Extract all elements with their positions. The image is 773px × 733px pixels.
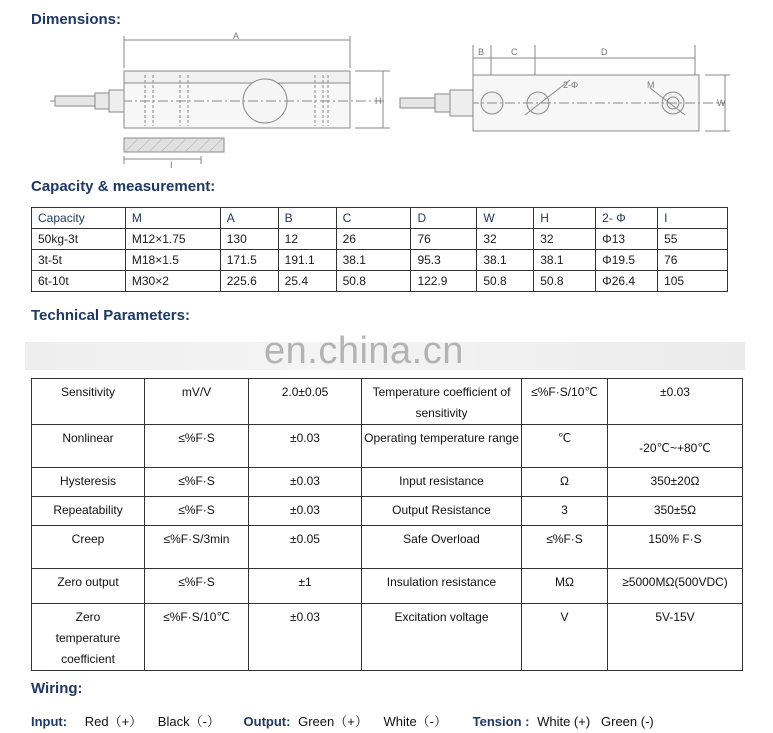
tech-cell: ±0.03: [249, 425, 362, 468]
dim-label-w: W: [717, 98, 726, 108]
capacity-row: [32, 229, 728, 250]
tech-cell: ≤%F·S/10℃: [522, 379, 608, 425]
tech-cell: ≤%F·S: [145, 468, 249, 497]
tech-cell: Zero output: [32, 569, 145, 604]
capacity-cell: 25.4: [278, 271, 336, 292]
tech-row: [32, 604, 743, 671]
capacity-cell: M30×2: [125, 271, 220, 292]
wiring-input-label: Input:: [31, 714, 68, 729]
tech-cell: ≥5000MΩ(500VDC): [608, 569, 743, 604]
tech-cell: ≤%F·S/10℃: [145, 604, 249, 671]
capacity-cell: Capacity: [32, 208, 126, 229]
wiring-output-white: White（-）: [383, 714, 448, 729]
tech-cell: Zero temperature coefficient: [32, 604, 145, 671]
dim-label-m: M: [647, 80, 655, 90]
capacity-cell: 76: [658, 250, 728, 271]
tech-cell: Hysteresis: [32, 468, 145, 497]
tech-cell: ±0.05: [249, 526, 362, 569]
capacity-row: [32, 250, 728, 271]
tech-cell: 350±5Ω: [608, 497, 743, 526]
tech-cell: Creep: [32, 526, 145, 569]
tech-cell: ±0.03: [249, 497, 362, 526]
dim-label-b: B: [478, 47, 485, 57]
wiring-tension-label: Tension :: [472, 714, 530, 729]
wiring-heading: Wiring:: [31, 680, 83, 697]
capacity-cell: B: [278, 208, 336, 229]
capacity-cell: 95.3: [411, 250, 477, 271]
tech-cell: ±0.03: [608, 379, 743, 425]
side-view-drawing: [45, 28, 395, 178]
tech-row: [32, 468, 743, 497]
capacity-cell: 122.9: [411, 271, 477, 292]
dim-label-d: D: [601, 47, 608, 57]
tech-cell: V: [522, 604, 608, 671]
tech-cell: Sensitivity: [32, 379, 145, 425]
wiring-input-red: Red（+）: [84, 714, 143, 729]
wiring-line: [31, 711, 654, 730]
capacity-table: [31, 207, 728, 292]
tech-cell: 5V-15V: [608, 604, 743, 671]
tech-cell: ≤%F·S: [145, 497, 249, 526]
tech-row: [32, 497, 743, 526]
capacity-cell: Φ26.4: [596, 271, 658, 292]
tech-cell: Temperature coefficient of sensitivity: [362, 379, 522, 425]
capacity-cell: 55: [658, 229, 728, 250]
tech-cell: ≤%F·S: [145, 569, 249, 604]
dim-label-a: A: [233, 31, 240, 41]
tech-cell: ±0.03: [249, 604, 362, 671]
capacity-cell: 225.6: [220, 271, 278, 292]
capacity-cell: 171.5: [220, 250, 278, 271]
tech-cell: Repeatability: [32, 497, 145, 526]
tech-row: [32, 379, 743, 425]
capacity-cell: 6t-10t: [32, 271, 126, 292]
capacity-cell: 26: [336, 229, 411, 250]
tech-cell: 150% F·S: [608, 526, 743, 569]
dim-label-c: C: [511, 47, 518, 57]
capacity-cell: M12×1.75: [125, 229, 220, 250]
top-view-drawing: [395, 40, 735, 150]
capacity-header-row: [32, 208, 728, 229]
tech-cell: Ω: [522, 468, 608, 497]
capacity-cell: A: [220, 208, 278, 229]
capacity-cell: 2- Φ: [596, 208, 658, 229]
technical-table: [31, 378, 743, 671]
technical-heading: Technical Parameters:: [31, 307, 190, 324]
tech-cell: Excitation voltage: [362, 604, 522, 671]
capacity-cell: 50.8: [534, 271, 596, 292]
tech-cell: ≤%F·S/3min: [145, 526, 249, 569]
tech-cell: Output Resistance: [362, 497, 522, 526]
tech-cell: 2.0±0.05: [249, 379, 362, 425]
wiring-output-label: Output:: [243, 714, 291, 729]
tech-row: [32, 425, 743, 468]
tech-cell: 350±20Ω: [608, 468, 743, 497]
capacity-cell: I: [658, 208, 728, 229]
tech-cell: ℃: [522, 425, 608, 468]
capacity-cell: M: [125, 208, 220, 229]
capacity-cell: 38.1: [477, 250, 534, 271]
tech-cell: Input resistance: [362, 468, 522, 497]
capacity-cell: 50.8: [477, 271, 534, 292]
tech-cell: ±1: [249, 569, 362, 604]
tech-cell: Nonlinear: [32, 425, 145, 468]
capacity-cell: D: [411, 208, 477, 229]
tech-cell: MΩ: [522, 569, 608, 604]
tech-row: [32, 526, 743, 569]
capacity-cell: 38.1: [336, 250, 411, 271]
tech-row: [32, 569, 743, 604]
tech-cell: ±0.03: [249, 468, 362, 497]
dim-label-h: H: [375, 96, 382, 106]
capacity-cell: W: [477, 208, 534, 229]
tech-cell: mV/V: [145, 379, 249, 425]
tech-cell: -20℃~+80℃: [608, 425, 743, 468]
dimensions-heading: Dimensions:: [31, 11, 122, 28]
dim-label-i: I: [170, 160, 173, 170]
watermark-text: en.china.cn: [264, 330, 464, 372]
capacity-cell: 32: [477, 229, 534, 250]
wiring-tension-values: White (+) Green (-): [537, 714, 654, 729]
capacity-cell: 12: [278, 229, 336, 250]
tech-cell: Operating temperature range: [362, 425, 522, 468]
capacity-cell: 191.1: [278, 250, 336, 271]
capacity-cell: 50.8: [336, 271, 411, 292]
capacity-row: [32, 271, 728, 292]
capacity-cell: 38.1: [534, 250, 596, 271]
capacity-cell: 3t-5t: [32, 250, 126, 271]
capacity-cell: 32: [534, 229, 596, 250]
capacity-cell: C: [336, 208, 411, 229]
tech-cell: Safe Overload: [362, 526, 522, 569]
capacity-cell: Φ13: [596, 229, 658, 250]
dim-label-phi: 2-Φ: [563, 80, 579, 90]
capacity-cell: H: [534, 208, 596, 229]
capacity-cell: 105: [658, 271, 728, 292]
capacity-cell: 130: [220, 229, 278, 250]
tech-cell: 3: [522, 497, 608, 526]
tech-cell: ≤%F·S: [522, 526, 608, 569]
capacity-cell: 50kg-3t: [32, 229, 126, 250]
capacity-cell: M18×1.5: [125, 250, 220, 271]
tech-cell: Insulation resistance: [362, 569, 522, 604]
tech-cell: ≤%F·S: [145, 425, 249, 468]
capacity-cell: Φ19.5: [596, 250, 658, 271]
capacity-cell: 76: [411, 229, 477, 250]
wiring-output-green: Green（+）: [298, 714, 368, 729]
capacity-heading: Capacity & measurement:: [31, 178, 216, 195]
wiring-input-black: Black（-）: [157, 714, 220, 729]
